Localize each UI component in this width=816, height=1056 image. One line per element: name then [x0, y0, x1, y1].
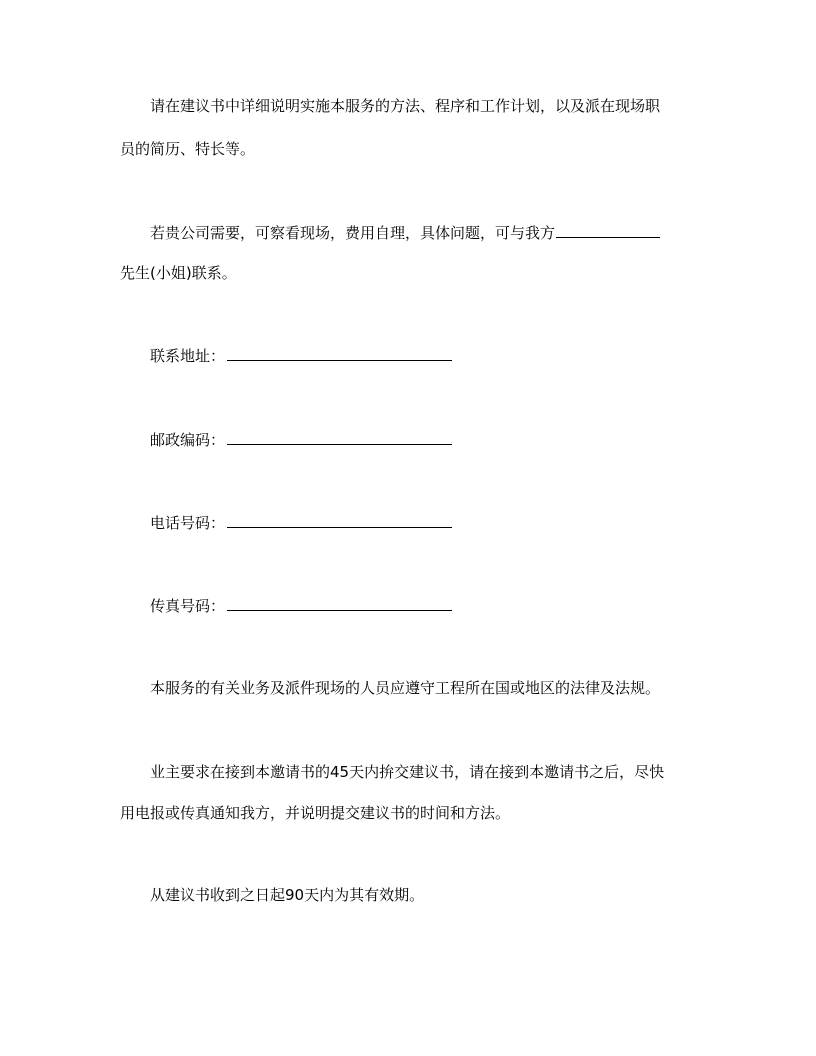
address-field — [150, 346, 452, 366]
submission-line-1: 业主要求在接到本邀请书的45天内拚交建议书，请在接到本邀请书之后，尽快 — [150, 763, 665, 781]
fax-blank — [227, 596, 452, 611]
postal-code-label: 邮政编码： — [150, 431, 226, 449]
phone-label: 电话号码： — [150, 514, 226, 532]
proposal-method-line-1: 请在建议书中详细说明实施本服务的方法、程序和工作计划，以及派在现场职 — [150, 97, 661, 115]
site-visit-line-2: 先生(小姐)联系。 — [120, 264, 237, 282]
phone-blank — [227, 513, 452, 528]
site-visit-text: 若贵公司需要，可察看现场，费用自理，具体问题，可与我方 — [150, 224, 556, 242]
address-blank — [227, 346, 452, 361]
address-label: 联系地址： — [150, 347, 226, 365]
fax-label: 传真号码： — [150, 597, 226, 615]
compliance-line-1: 本服务的有关业务及派件现场的人员应遵守工程所在国或地区的法律及法规。 — [150, 679, 661, 697]
postal-code-field — [150, 430, 452, 450]
validity-line-1: 从建议书收到之日起90天内为其有效期。 — [150, 886, 425, 904]
submission-line-2: 用电报或传真通知我方，并说明提交建议书的时间和方法。 — [120, 804, 511, 822]
fax-field — [150, 596, 452, 616]
postal-code-blank — [227, 430, 452, 445]
proposal-method-line-2: 员的简历、特长等。 — [120, 140, 256, 158]
contact-person-blank — [556, 223, 660, 238]
site-visit-line-1 — [150, 223, 660, 243]
phone-field — [150, 513, 452, 533]
